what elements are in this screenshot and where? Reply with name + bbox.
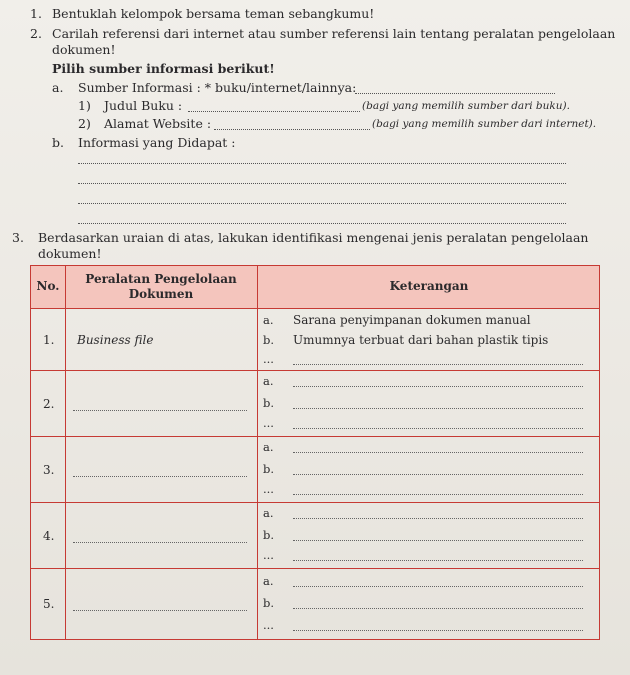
- row-2-tool-blank[interactable]: [73, 410, 247, 411]
- row-4-blank-b[interactable]: [293, 540, 583, 541]
- row-3-blank-c[interactable]: [293, 494, 583, 495]
- row-1-text-a: Sarana penyimpanan dokumen manual: [293, 313, 531, 327]
- col-divider-2: [257, 266, 258, 639]
- subtitle: Pilih sumber informasi berikut!: [52, 61, 275, 76]
- row-2-sub-a: a.: [263, 374, 274, 388]
- row-1-text-b: Umumnya terbuat dari bahan plastik tipis: [293, 333, 549, 347]
- row-divider-2: [31, 436, 599, 437]
- row-1-tool: Business file: [77, 333, 154, 347]
- row-5-blank-b[interactable]: [293, 608, 583, 609]
- item-a1-note: (bagi yang memilih sumber dari buku).: [362, 100, 570, 112]
- item-a-text: Sumber Informasi : * buku/internet/lainnya:: [78, 80, 357, 95]
- item-a2-number: 2): [78, 116, 91, 131]
- row-3-sub-a: a.: [263, 440, 274, 454]
- row-2-blank-c[interactable]: [293, 428, 583, 429]
- row-1-sub-a: a.: [263, 313, 274, 327]
- alamat-website-blank[interactable]: [214, 129, 370, 130]
- informasi-blank-1[interactable]: [78, 163, 566, 164]
- header-tool-line2: Dokumen: [128, 287, 194, 301]
- item-a2-note: (bagi yang memilih sumber dari internet).: [372, 118, 597, 130]
- row-3-sub-b: b.: [263, 462, 275, 476]
- header-no: No.: [36, 279, 60, 293]
- item-1-text: Bentuklah kelompok bersama teman sebangkumu!: [52, 6, 375, 21]
- row-3-tool-blank[interactable]: [73, 476, 247, 477]
- row-1-sub-b: b.: [263, 333, 275, 347]
- row-2-no: 2.: [43, 397, 55, 411]
- item-2-text-line2: dokumen!: [52, 42, 116, 57]
- row-4-sub-b: b.: [263, 528, 275, 542]
- header-tool-line1: Peralatan Pengelolaan: [85, 272, 237, 286]
- item-b-label: b.: [52, 135, 64, 150]
- row-divider-3: [31, 502, 599, 503]
- row-4-blank-a[interactable]: [293, 518, 583, 519]
- row-5-sub-b: b.: [263, 596, 275, 610]
- row-5-blank-a[interactable]: [293, 586, 583, 587]
- row-4-tool-blank[interactable]: [73, 542, 247, 543]
- header-keterangan: Keterangan: [389, 279, 469, 293]
- header-divider: [31, 308, 599, 309]
- row-5-sub-c: ...: [263, 618, 274, 632]
- row-1-sub-c: ...: [263, 352, 274, 366]
- row-3-blank-a[interactable]: [293, 452, 583, 453]
- item-1-number: 1.: [30, 6, 42, 21]
- row-2-blank-a[interactable]: [293, 386, 583, 387]
- row-5-no: 5.: [43, 597, 55, 611]
- item-3-number: 3.: [12, 230, 24, 245]
- row-1-blank-c[interactable]: [293, 364, 583, 365]
- row-3-no: 3.: [43, 463, 55, 477]
- informasi-blank-4[interactable]: [78, 223, 566, 224]
- informasi-blank-2[interactable]: [78, 183, 566, 184]
- informasi-blank-3[interactable]: [78, 203, 566, 204]
- item-2-text-line1: Carilah referensi dari internet atau sumber referensi lain tentang peralatan pengelolaan: [52, 26, 616, 41]
- item-b-text: Informasi yang Didapat :: [78, 135, 236, 150]
- row-2-sub-c: ...: [263, 416, 274, 430]
- item-a1-text: Judul Buku :: [104, 98, 183, 113]
- row-4-blank-c[interactable]: [293, 560, 583, 561]
- row-2-blank-b[interactable]: [293, 408, 583, 409]
- row-3-blank-b[interactable]: [293, 474, 583, 475]
- judul-buku-blank[interactable]: [188, 111, 360, 112]
- row-1-no: 1.: [43, 333, 55, 347]
- row-5-tool-blank[interactable]: [73, 610, 247, 611]
- row-5-sub-a: a.: [263, 574, 274, 588]
- sumber-informasi-blank[interactable]: [355, 93, 555, 94]
- identification-table: [30, 265, 600, 640]
- row-4-sub-a: a.: [263, 506, 274, 520]
- item-a1-number: 1): [78, 98, 91, 113]
- row-divider-1: [31, 370, 599, 371]
- item-a2-text: Alamat Website :: [104, 116, 212, 131]
- row-2-sub-b: b.: [263, 396, 275, 410]
- item-2-number: 2.: [30, 26, 42, 41]
- row-divider-4: [31, 568, 599, 569]
- row-4-sub-c: ...: [263, 548, 274, 562]
- item-a-label: a.: [52, 80, 64, 95]
- col-divider-1: [65, 266, 66, 639]
- row-5-blank-c[interactable]: [293, 630, 583, 631]
- item-3-text-line1: Berdasarkan uraian di atas, lakukan identifikasi mengenai jenis peralatan pengelolaan: [38, 230, 589, 245]
- item-3-text-line2: dokumen!: [38, 246, 102, 261]
- row-4-no: 4.: [43, 529, 55, 543]
- row-3-sub-c: ...: [263, 482, 274, 496]
